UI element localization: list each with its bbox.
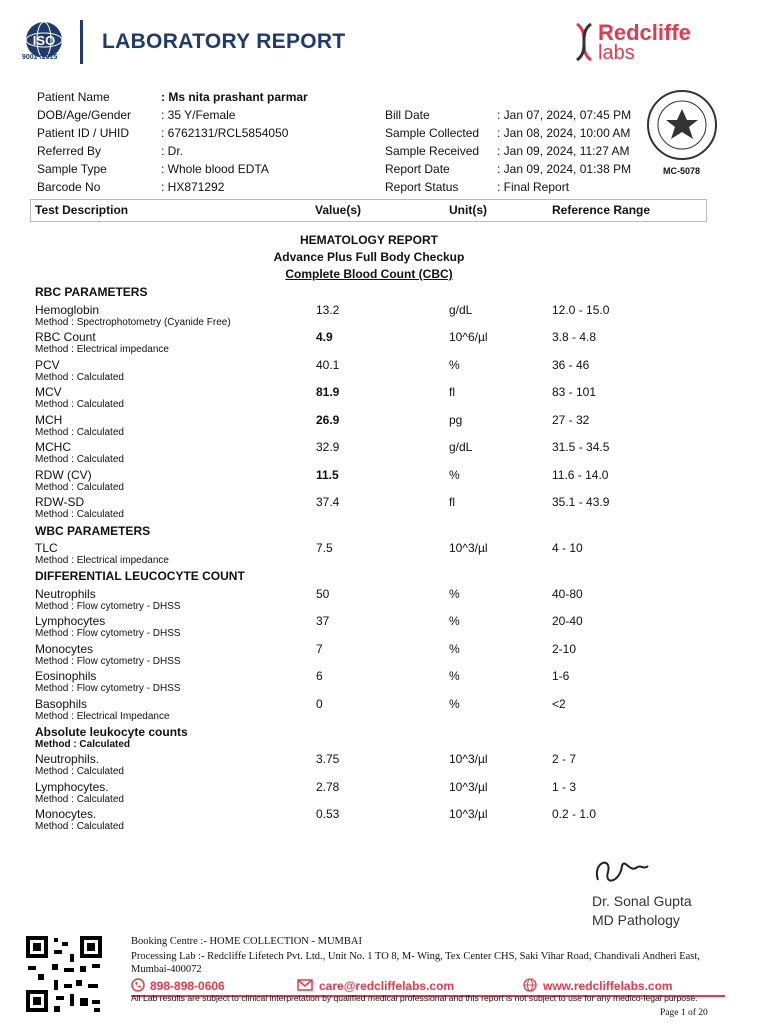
contact-email[interactable]: care@redcliffelabs.com — [319, 979, 455, 993]
col-units: Unit(s) — [449, 203, 487, 217]
test-name: Basophils — [35, 697, 88, 711]
test-reference-range: 40-80 — [552, 587, 583, 601]
section-absolute: Absolute leukocyte counts — [35, 725, 188, 739]
test-method: Method : Flow cytometry - DHSS — [35, 656, 181, 667]
test-value: 0 — [316, 697, 323, 711]
test-reference-range: 27 - 32 — [552, 413, 590, 427]
test-name: RDW (CV) — [35, 468, 92, 482]
test-unit: g/dL — [449, 440, 473, 454]
test-unit: 10^3/µl — [449, 780, 488, 794]
label-barcode: Barcode No — [37, 180, 101, 194]
label-patient-name: Patient Name — [37, 90, 110, 104]
test-name: Neutrophils. — [35, 752, 100, 766]
test-name: MCHC — [35, 440, 71, 454]
test-method: Method : Calculated — [35, 794, 124, 805]
results-table-header — [30, 199, 707, 222]
test-reference-range: 2-10 — [552, 642, 577, 656]
test-method: Method : Electrical Impedance — [35, 711, 170, 722]
test-reference-range: <2 — [552, 697, 566, 711]
disclaimer: All Lab results are subject to clinical interpretation by qualified medical professional and this report is not subject to use for any medico-legal purpose. — [131, 993, 698, 1003]
test-name: MCH — [35, 413, 63, 427]
test-value: 37.4 — [316, 495, 340, 509]
iso-certification: 9001 :2015 — [22, 54, 58, 61]
test-reference-range: 31.5 - 34.5 — [552, 440, 610, 454]
globe-icon — [523, 978, 537, 992]
test-unit: fl — [449, 495, 455, 509]
section-rbc: RBC PARAMETERS — [35, 285, 148, 299]
test-name: Eosinophils — [35, 669, 97, 683]
test-unit: % — [449, 358, 460, 372]
value-sample-received: : Jan 09, 2024, 11:27 AM — [497, 144, 630, 158]
seal-code: MC-5078 — [663, 166, 701, 176]
test-unit: 10^3/µl — [449, 541, 488, 555]
test-method: Method : Calculated — [35, 482, 124, 493]
test-reference-range: 20-40 — [552, 614, 583, 628]
test-method: Method : Flow cytometry - DHSS — [35, 628, 181, 639]
test-name: Lymphocytes. — [35, 780, 109, 794]
doctor-qualification: MD Pathology — [592, 912, 680, 928]
label-report-status: Report Status — [385, 180, 459, 194]
label-sample-received: Sample Received — [385, 144, 480, 158]
page-number: Page 1 of 20 — [660, 1008, 708, 1018]
test-name: MCV — [35, 385, 62, 399]
test-name: Neutrophils — [35, 587, 96, 601]
dna-icon — [573, 22, 595, 62]
test-method: Method : Electrical impedance — [35, 555, 169, 566]
test-value: 3.75 — [316, 752, 340, 766]
test-reference-range: 36 - 46 — [552, 358, 590, 372]
test-reference-range: 0.2 - 1.0 — [552, 807, 597, 821]
test-reference-range: 83 - 101 — [552, 385, 597, 399]
test-unit: fl — [449, 385, 455, 399]
test-name: RBC Count — [35, 330, 96, 344]
mail-icon — [297, 979, 313, 991]
test-reference-range: 12.0 - 15.0 — [552, 303, 610, 317]
value-barcode: : HX871292 — [161, 180, 225, 194]
test-unit: pg — [449, 413, 463, 427]
test-name: PCV — [35, 358, 60, 372]
test-method: Method : Calculated — [35, 454, 124, 465]
label-report-date: Report Date — [385, 162, 450, 176]
booking-centre: Booking Centre :- HOME COLLECTION - MUMBAI — [131, 936, 362, 947]
test-value: 2.78 — [316, 780, 340, 794]
test-value: 50 — [316, 587, 330, 601]
test-value: 7 — [316, 642, 323, 656]
panel-title: Complete Blood Count (CBC) — [285, 267, 453, 281]
phone-icon — [131, 978, 145, 992]
test-unit: % — [449, 642, 460, 656]
package-title: Advance Plus Full Body Checkup — [273, 250, 465, 264]
test-value: 26.9 — [316, 413, 340, 427]
label-sample-collected: Sample Collected — [385, 126, 480, 140]
test-value: 81.9 — [316, 385, 340, 399]
qr-code-icon — [24, 934, 104, 1014]
test-value: 13.2 — [316, 303, 340, 317]
test-method: Method : Calculated — [35, 766, 124, 777]
test-value: 6 — [316, 669, 323, 683]
test-unit: 10^3/µl — [449, 752, 488, 766]
processing-lab: Processing Lab :- Redcliffe Lifetech Pvt. Ltd., Unit No. 1 TO 8, M- Wing, Tex Center CHS, Saki Vihar Road, Chandivali Andheri East, Mumbai-400072 — [131, 951, 700, 975]
value-patient-id: : 6762131/RCL5854050 — [161, 126, 289, 140]
test-value: 0.53 — [316, 807, 340, 821]
test-method: Method : Calculated — [35, 399, 124, 410]
test-method: Method : Calculated — [35, 372, 124, 383]
test-method: Method : Spectrophotometry (Cyanide Free) — [35, 317, 231, 328]
section-wbc: WBC PARAMETERS — [35, 524, 151, 538]
test-name: RDW-SD — [35, 495, 85, 509]
label-referred-by: Referred By — [37, 144, 102, 158]
value-bill-date: : Jan 07, 2024, 07:45 PM — [497, 108, 632, 122]
test-reference-range: 35.1 - 43.9 — [552, 495, 610, 509]
value-report-status: : Final Report — [497, 180, 570, 194]
label-bill-date: Bill Date — [385, 108, 430, 122]
test-method: Method : Calculated — [35, 509, 124, 520]
label-patient-id: Patient ID / UHID — [37, 126, 130, 140]
test-method: Method : Electrical impedance — [35, 344, 169, 355]
label-sample-type: Sample Type — [37, 162, 107, 176]
col-values: Value(s) — [315, 203, 362, 217]
value-sample-type: : Whole blood EDTA — [161, 162, 269, 176]
test-unit: % — [449, 669, 460, 683]
brand-subname: labs — [598, 42, 635, 64]
test-method: Method : Flow cytometry - DHSS — [35, 601, 181, 612]
test-value: 4.9 — [316, 330, 333, 344]
col-reference-range: Reference Range — [552, 203, 651, 217]
report-title: LABORATORY REPORT — [102, 30, 346, 53]
test-value: 11.5 — [316, 468, 339, 482]
test-name: Hemoglobin — [35, 303, 100, 317]
contact-phone[interactable]: 898-898-0606 — [150, 979, 225, 993]
test-value: 37 — [316, 614, 330, 628]
test-unit: % — [449, 468, 460, 482]
test-unit: g/dL — [449, 303, 473, 317]
signature-scribble-icon — [590, 852, 650, 888]
test-unit: 10^3/µl — [449, 807, 488, 821]
test-reference-range: 1-6 — [552, 669, 570, 683]
doctor-name: Dr. Sonal Gupta — [592, 893, 692, 909]
value-dob: : 35 Y/Female — [161, 108, 236, 122]
test-value: 40.1 — [316, 358, 340, 372]
header-divider — [80, 20, 83, 64]
test-unit: 10^6/µl — [449, 330, 488, 344]
test-name: TLC — [35, 541, 58, 555]
test-reference-range: 1 - 3 — [552, 780, 577, 794]
test-value: 7.5 — [316, 541, 333, 555]
value-patient-name: : Ms nita prashant parmar — [161, 90, 308, 104]
brand-name: Redcliffe — [598, 20, 691, 45]
test-name: Monocytes — [35, 642, 94, 656]
accreditation-seal-icon — [646, 89, 718, 161]
test-unit: % — [449, 697, 460, 711]
value-referred-by: : Dr. — [161, 144, 184, 158]
iso-label: ISO — [32, 33, 56, 48]
test-reference-range: 11.6 - 14.0 — [552, 468, 609, 482]
test-method: Method : Calculated — [35, 821, 124, 832]
test-unit: % — [449, 587, 460, 601]
test-unit: % — [449, 614, 460, 628]
test-name: Monocytes. — [35, 807, 97, 821]
test-value: 32.9 — [316, 440, 340, 454]
test-reference-range: 3.8 - 4.8 — [552, 330, 597, 344]
test-reference-range: 2 - 7 — [552, 752, 577, 766]
section-absolute-method: Method : Calculated — [35, 739, 131, 750]
test-method: Method : Flow cytometry - DHSS — [35, 683, 181, 694]
test-name: Lymphocytes — [35, 614, 106, 628]
value-report-date: : Jan 09, 2024, 01:38 PM — [497, 162, 632, 176]
report-section-title: HEMATOLOGY REPORT — [299, 233, 438, 247]
section-differential: DIFFERENTIAL LEUCOCYTE COUNT — [35, 569, 245, 583]
test-reference-range: 4 - 10 — [552, 541, 583, 555]
col-test-description: Test Description — [35, 203, 129, 217]
value-sample-collected: : Jan 08, 2024, 10:00 AM — [497, 126, 631, 140]
contact-website[interactable]: www.redcliffelabs.com — [543, 979, 673, 993]
test-method: Method : Calculated — [35, 427, 124, 438]
label-dob: DOB/Age/Gender — [37, 108, 132, 122]
